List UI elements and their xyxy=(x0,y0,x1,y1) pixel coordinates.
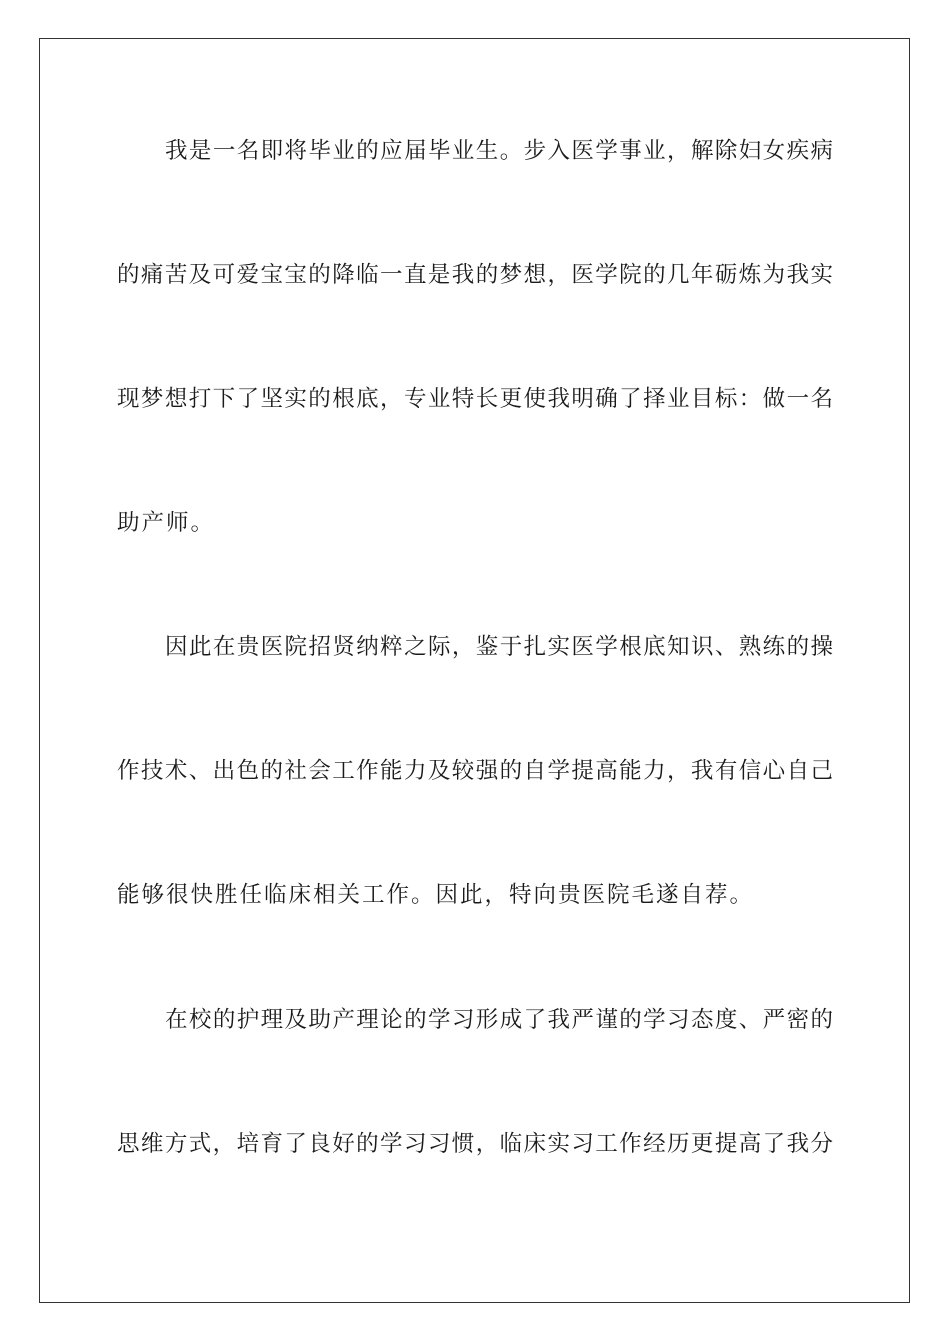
paragraph-1-line-3: 现梦想打下了坚实的根底，专业特长更使我明确了择业目标：做一名 xyxy=(117,386,833,412)
paragraph-3-line-2: 思维方式，培育了良好的学习习惯，临床实习工作经历更提高了我分 xyxy=(117,1131,833,1157)
paragraph-2-line-3: 能够很快胜任临床相关工作。因此，特向贵医院毛遂自荐。 xyxy=(117,882,755,908)
page-border xyxy=(39,38,910,1303)
paragraph-3-line-1: 在校的护理及助产理论的学习形成了我严谨的学习态度、严密的 xyxy=(165,1007,833,1033)
paragraph-1-line-1: 我是一名即将毕业的应届毕业生。步入医学事业，解除妇女疾病 xyxy=(165,138,833,164)
paragraph-2-line-1: 因此在贵医院招贤纳粹之际，鉴于扎实医学根底知识、熟练的操 xyxy=(165,634,833,660)
paragraph-1-line-2: 的痛苦及可爱宝宝的降临一直是我的梦想，医学院的几年砺炼为我实 xyxy=(117,262,833,288)
paragraph-2-line-2: 作技术、出色的社会工作能力及较强的自学提高能力，我有信心自己 xyxy=(117,758,833,784)
paragraph-1-line-4: 助产师。 xyxy=(117,510,216,536)
